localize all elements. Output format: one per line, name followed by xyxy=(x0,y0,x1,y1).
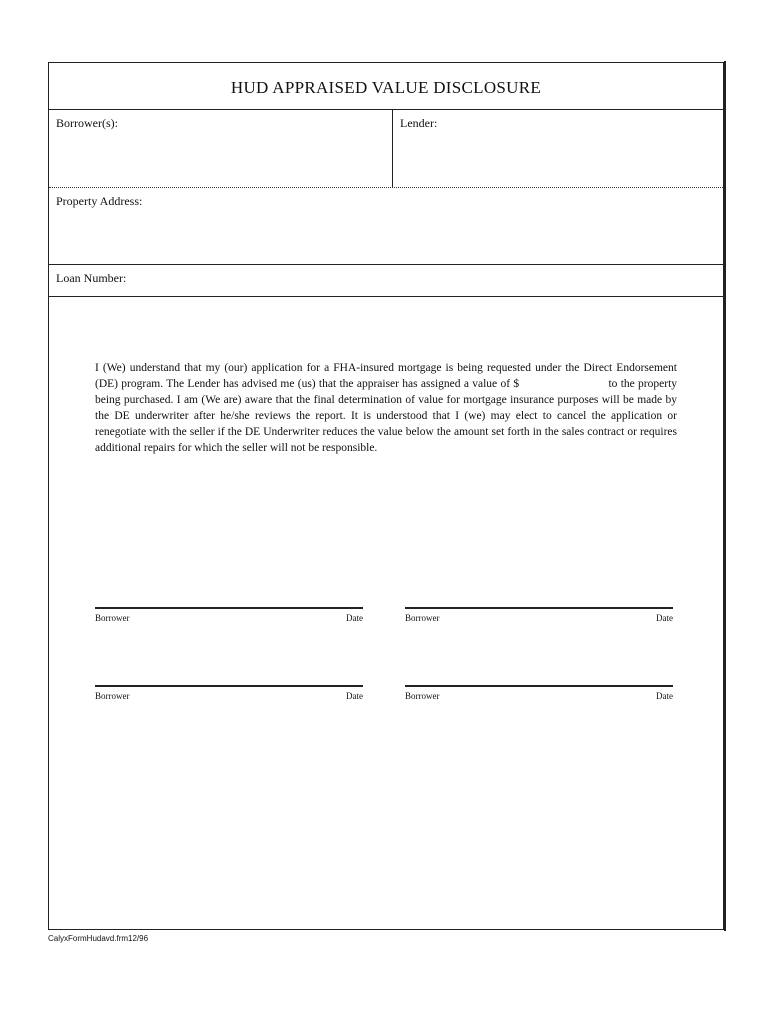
signature-date-label: Date xyxy=(656,613,673,623)
signature-line-3[interactable] xyxy=(95,685,363,701)
property-address-label: Property Address: xyxy=(56,194,143,208)
form-id-footer: CalyxFormHudavd.frm12/96 xyxy=(48,934,149,943)
paragraph-part-1: I (We) understand that my (our) application for a FHA-insured mortgage is being requested under the Direct Endorsement (DE) program. The Lender has advised me (us) that the appraiser has assigned a value of xyxy=(95,362,677,390)
signature-line-4[interactable] xyxy=(405,685,673,701)
signature-date-label: Date xyxy=(346,691,363,701)
signature-date-label: Date xyxy=(346,613,363,623)
property-address-field[interactable] xyxy=(49,187,723,265)
signature-label: Borrower xyxy=(405,691,440,701)
signature-label: Borrower xyxy=(405,613,440,623)
lender-field[interactable] xyxy=(394,109,723,187)
loan-number-field[interactable] xyxy=(49,264,723,297)
loan-number-label: Loan Number: xyxy=(56,271,127,285)
signature-date-label: Date xyxy=(656,691,673,701)
paragraph-part-2: to the property being purchased. I am (We are) aware that the final determination of value for mortgage insurance purposes will be made by the DE underwriter after he/she reviews the report. It is understood that I (we) may elect to cancel the application or renegotiate with the seller if the DE Underwriter reduces the value below the amount set forth in the sales contract or requires additional repairs for which the seller will not be responsible. xyxy=(95,378,678,454)
disclosure-paragraph xyxy=(95,360,677,456)
signature-label: Borrower xyxy=(95,691,130,701)
signature-line-2[interactable] xyxy=(405,607,673,623)
disclosure-form xyxy=(48,62,724,930)
signature-line-1[interactable] xyxy=(95,607,363,623)
borrower-field[interactable] xyxy=(49,109,393,187)
signature-label: Borrower xyxy=(95,613,130,623)
form-title: HUD APPRAISED VALUE DISCLOSURE xyxy=(49,63,723,110)
dollar-sign: $ xyxy=(513,378,520,390)
borrower-lender-row xyxy=(49,109,723,188)
lender-label: Lender: xyxy=(400,116,438,130)
borrower-label: Borrower(s): xyxy=(56,116,118,130)
